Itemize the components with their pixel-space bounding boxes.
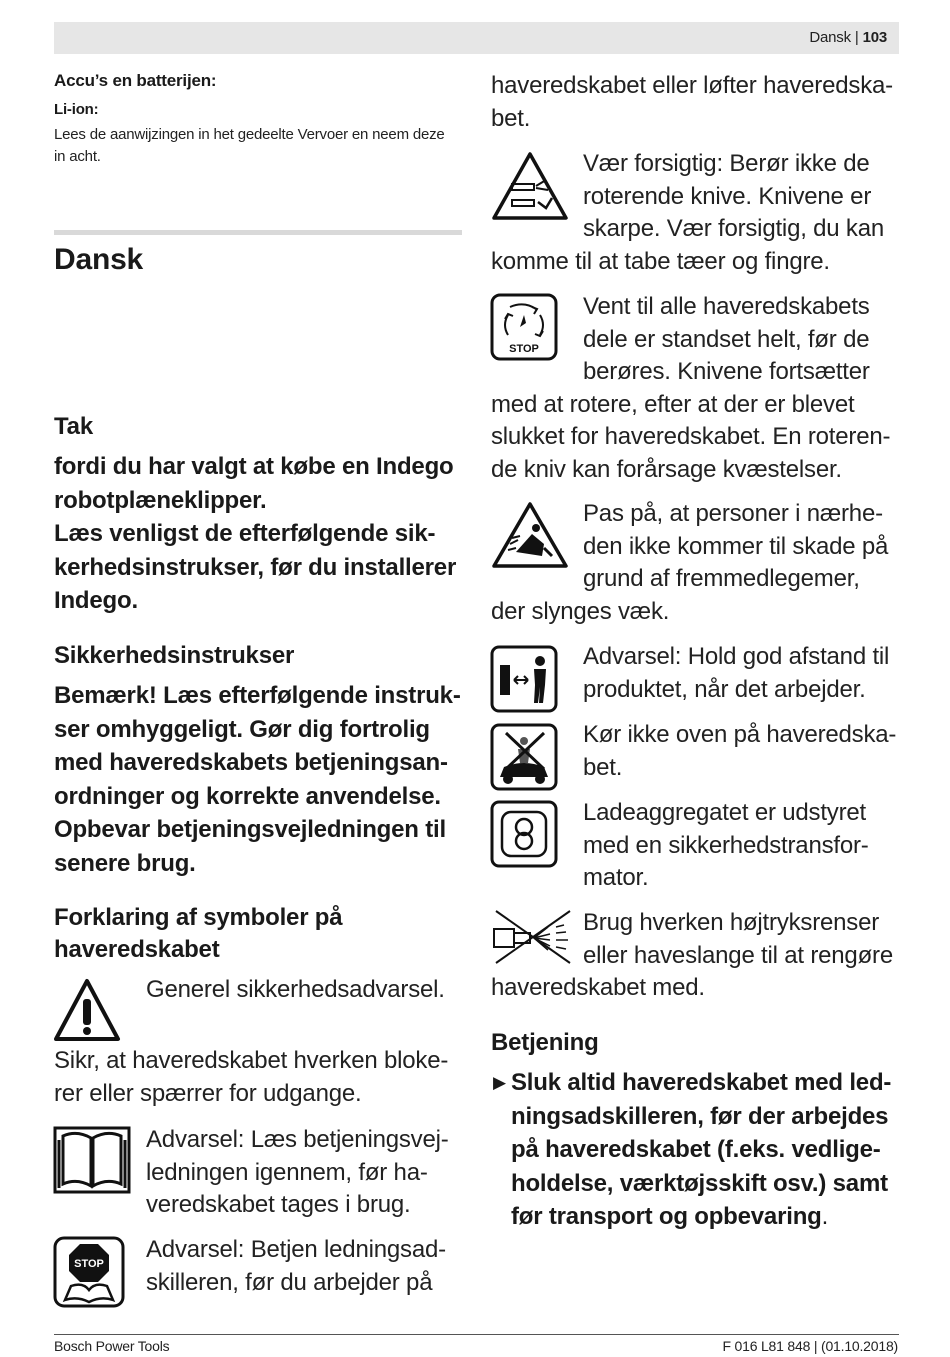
noride-line: bet. — [583, 753, 623, 781]
continued-text — [491, 70, 897, 135]
operation-period: . — [821, 1203, 829, 1230]
safety-line: Opbevar betjeningsvejledningen til — [54, 816, 446, 843]
footer-left: Bosch Power Tools — [54, 1338, 170, 1354]
footer-right: F 016 L81 848 | (01.10.2018) — [722, 1338, 898, 1354]
intro-line: Læs venligst de efterfølgende sik- — [54, 520, 436, 547]
stop-label: STOP — [509, 343, 539, 355]
noride-line: Kør ikke oven på haveredska- — [583, 721, 897, 748]
blade-warning-icon — [490, 150, 570, 222]
thrown-line: der slynges væk. — [491, 597, 670, 625]
rotating-line: med at rotere, efter at der er blevet — [491, 390, 855, 418]
liion-text-2: in acht. — [54, 148, 101, 165]
operation-heading: Betjening — [491, 1029, 599, 1056]
header-text: Dansk | 103 — [809, 29, 887, 46]
footer-divider — [54, 1334, 899, 1335]
sym-manual-line: Advarsel: Læs betjeningsvej- — [146, 1126, 449, 1153]
washer-line: haveredskabet med. — [491, 974, 705, 1001]
safety-heading: Sikkerhedsinstrukser — [54, 642, 295, 669]
blades-line: Vær forsigtig: Berør ikke de — [583, 150, 870, 177]
intro-line: fordi du har valgt at købe en Indego — [54, 453, 454, 480]
symbols-heading — [54, 902, 342, 966]
sym-stop-line: skilleren, før du arbejder på — [146, 1268, 433, 1296]
rotating-line: de kniv kan forårsage kvæstelser. — [491, 455, 842, 483]
washer-line: Brug hverken højtryksrenser — [583, 909, 880, 936]
stop-read-manual-icon — [53, 1236, 125, 1308]
rotation-stop-icon — [490, 293, 558, 361]
sym-exits-text — [54, 1045, 462, 1110]
safety-paragraph — [54, 679, 462, 880]
page-header — [54, 22, 899, 54]
thrown-line: den ikke kommer til skade på — [583, 532, 889, 560]
safety-line: ser omhyggeligt. Gør dig fortrolig — [54, 715, 430, 743]
operation-line: ningsadskilleren, før der arbejdes — [511, 1102, 889, 1130]
blades-line: skarpe. Vær forsigtig, du kan — [583, 215, 885, 242]
no-pressure-washer-icon — [490, 907, 574, 967]
sym-exits-line: rer eller spærrer for udgange. — [54, 1079, 362, 1107]
thrown-line: grund af fremmedlegemer, — [583, 565, 860, 592]
operation-line: holdelse, værktøjsskift osv.) samt — [511, 1169, 888, 1197]
tak-heading: Tak — [54, 413, 93, 440]
intro-line: kerhedsinstrukser, før du installerer — [54, 553, 457, 581]
rotating-line: berøres. Knivene fortsætter — [583, 358, 870, 385]
section-divider — [54, 230, 462, 235]
continued-line: bet. — [491, 104, 531, 132]
sym-general-text: Generel sikkerhedsadvarsel. — [146, 976, 445, 1003]
thrown-objects-warning-icon — [490, 500, 570, 570]
blades-line: komme til at tabe tæer og fingre. — [491, 247, 830, 275]
safety-line: ordninger og korrekte anvendelse. — [54, 782, 441, 810]
distance-line: produktet, når det arbejder. — [583, 675, 866, 703]
intro-paragraph — [54, 450, 462, 618]
accu-title: Accu’s en batterijen: — [54, 71, 217, 90]
charger-line: mator. — [583, 864, 649, 891]
rotating-line: dele er standset helt, før de — [583, 325, 870, 353]
header-section: Dansk — [809, 29, 851, 46]
rotating-line: slukket for haveredskabet. En roteren- — [491, 423, 891, 450]
sym-exits-line: Sikr, at haveredskabet hverken bloke- — [54, 1047, 449, 1074]
operation-line: på haveredskabet (f.eks. vedlige- — [511, 1136, 881, 1163]
keep-distance-icon — [490, 645, 558, 713]
stop-sign-text: STOP — [74, 1258, 104, 1270]
rotating-line: Vent til alle haveredskabets — [583, 293, 870, 320]
sym-manual-line: ledningen igennem, før ha- — [146, 1158, 428, 1186]
page-number: 103 — [862, 29, 887, 46]
operation-line: før transport og opbevaring — [511, 1203, 822, 1230]
no-riding-icon — [490, 723, 558, 791]
sym-manual-line: veredskabet tages i brug. — [146, 1191, 411, 1218]
section-title: Dansk — [54, 243, 144, 276]
symbols-heading-line: haveredskabet — [54, 936, 220, 963]
intro-line: Indego. — [54, 587, 138, 614]
safety-line: med haveredskabets betjeningsan- — [54, 749, 448, 776]
thrown-line: Pas på, at personer i nærhe- — [583, 500, 883, 527]
blades-line: roterende knive. Knivene er — [583, 182, 872, 210]
operation-line: Sluk altid haveredskabet med led- — [511, 1069, 892, 1096]
liion-text-1: Lees de aanwijzingen in het gedeelte Vervoer en neem deze — [54, 126, 445, 143]
sym-stop-text — [146, 1234, 462, 1299]
washer-line: eller haveslange til at rengøre — [583, 941, 893, 969]
sym-manual-text — [146, 1124, 462, 1222]
symbols-heading-line: Forklaring af symboler på — [54, 904, 343, 931]
read-manual-icon — [53, 1126, 131, 1194]
distance-line: Advarsel: Hold god afstand til — [583, 643, 890, 670]
safety-transformer-icon — [490, 800, 558, 868]
warning-triangle-icon — [52, 977, 122, 1043]
liion-label: Li-ion: — [54, 101, 99, 118]
intro-line: robotplæneklipper. — [54, 486, 267, 514]
bullet-arrow-icon: ▶ — [493, 1073, 506, 1092]
sym-stop-line: Advarsel: Betjen ledningsad- — [146, 1236, 446, 1263]
charger-line: Ladeaggregatet er udstyret — [583, 799, 866, 826]
safety-line: Bemærk! Læs efterfølgende instruk- — [54, 682, 461, 709]
operation-line-last — [511, 1200, 899, 1234]
safety-line: senere brug. — [54, 849, 196, 877]
operation-paragraph — [511, 1066, 899, 1234]
charger-line: med en sikkerhedstransfor- — [583, 831, 869, 859]
continued-line: haveredskabet eller løfter haveredska- — [491, 72, 893, 99]
